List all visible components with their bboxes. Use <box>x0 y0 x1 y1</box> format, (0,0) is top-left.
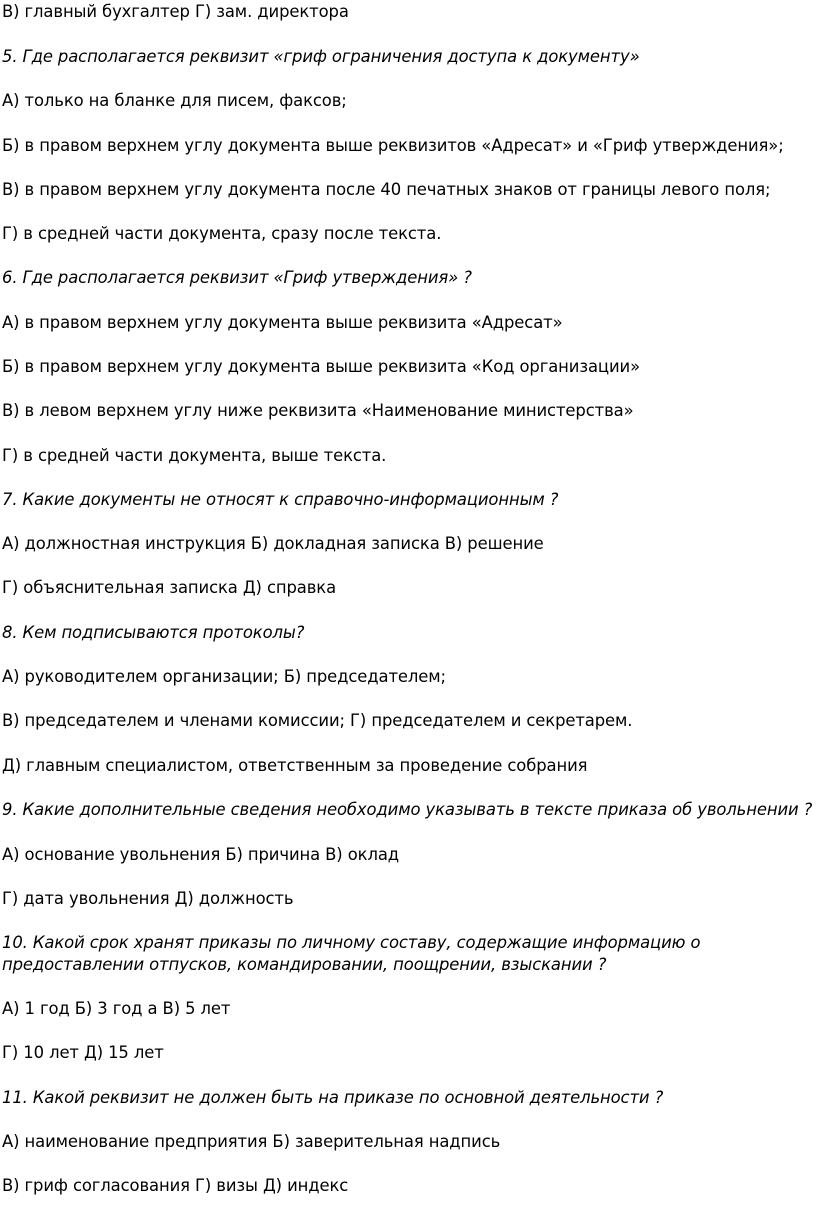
answer-line: А) должностная инструкция Б) докладная записка В) решение <box>2 534 544 553</box>
answer-line: А) руководителем организации; Б) председателем; <box>2 667 446 686</box>
answer-line: Д) главным специалистом, ответственным за проведение собрания <box>2 756 588 775</box>
question-6: 6. Где располагается реквизит «Гриф утверждения» ? <box>2 268 472 287</box>
answer-line: В) в левом верхнем углу ниже реквизита «Наименование министерства» <box>2 401 634 420</box>
answer-line: Г) в средней части документа, выше текста. <box>2 446 387 465</box>
question-11: 11. Какой реквизит не должен быть на приказе по основной деятельности ? <box>2 1088 664 1107</box>
answer-line: Г) в средней части документа, сразу после текста. <box>2 224 442 243</box>
answer-line: А) основание увольнения Б) причина В) оклад <box>2 845 399 864</box>
answer-line: А) 1 год Б) 3 год а В) 5 лет <box>2 999 231 1018</box>
answer-line: В) главный бухгалтер Г) зам. директора <box>2 2 349 21</box>
answer-line: Г) дата увольнения Д) должность <box>2 889 294 908</box>
answer-line: В) гриф согласования Г) визы Д) индекс <box>2 1176 349 1195</box>
answer-line: А) только на бланке для писем, факсов; <box>2 91 347 110</box>
question-10: 10. Какой срок хранят приказы по личному составу, содержащие информацию о предоставлении отпусков, командировании, поощрении, взыскании ? <box>2 933 701 974</box>
answer-line: Б) в правом верхнем углу документа выше реквизита «Код организации» <box>2 357 641 376</box>
question-9: 9. Какие дополнительные сведения необходимо указывать в тексте приказа об увольнении ? <box>2 800 813 819</box>
answer-line: А) наименование предприятия Б) заверительная надпись <box>2 1132 501 1151</box>
answer-line: В) председателем и членами комиссии; Г) председателем и секретарем. <box>2 711 633 730</box>
answer-line: Г) 10 лет Д) 15 лет <box>2 1043 164 1062</box>
answer-line: Г) объяснительная записка Д) справка <box>2 578 337 597</box>
question-7: 7. Какие документы не относят к справочно-информационным ? <box>2 490 559 509</box>
question-8: 8. Кем подписываются протоколы? <box>2 623 305 642</box>
question-5: 5. Где располагается реквизит «гриф ограничения доступа к документу» <box>2 47 640 66</box>
answer-line: Б) в правом верхнем углу документа выше реквизитов «Адресат» и «Гриф утверждения»; <box>2 136 784 155</box>
answer-line: В) в правом верхнем углу документа после 40 печатных знаков от границы левого поля; <box>2 180 771 199</box>
answer-line: А) в правом верхнем углу документа выше реквизита «Адресат» <box>2 313 563 332</box>
